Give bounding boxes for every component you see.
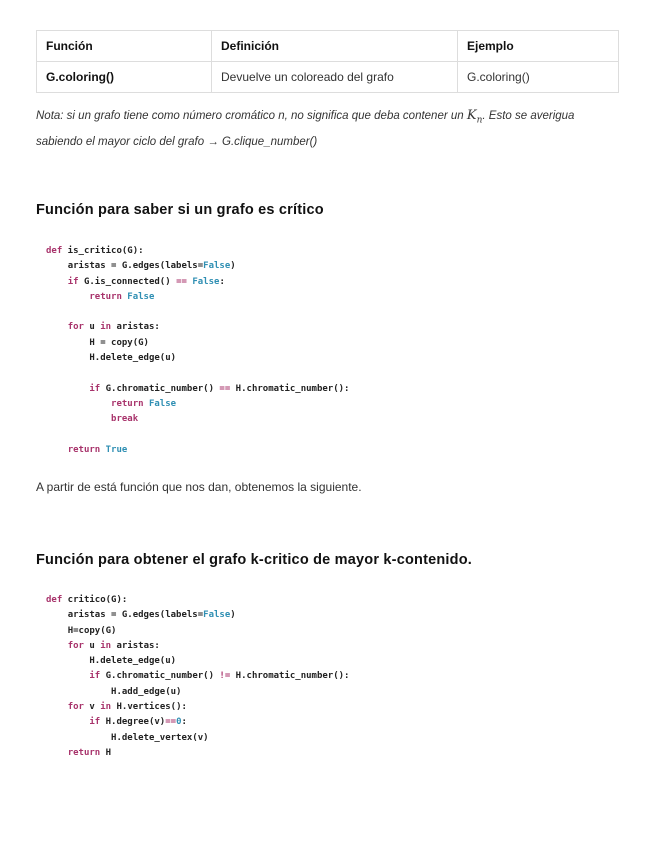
code-keyword: def (46, 595, 63, 605)
code-line (46, 351, 349, 366)
note-paragraph (36, 105, 619, 153)
code-keyword: == (219, 383, 231, 394)
code-text: H=copy(G) (67, 625, 117, 636)
code-keyword: def (46, 246, 63, 256)
code-text: H.chromatic_number(): (230, 671, 350, 682)
code-keyword: return (89, 291, 122, 302)
code-line (46, 397, 349, 412)
code-line (46, 366, 349, 381)
code-line (46, 746, 349, 761)
code-keyword: if (89, 671, 101, 682)
code-block-is-critico (36, 244, 349, 458)
code-text: H.delete_vertex(v) (111, 732, 209, 743)
code-text: v (83, 702, 101, 713)
code-line (46, 654, 349, 669)
code-keyword: if (89, 383, 101, 394)
code-line (46, 275, 349, 290)
table-header-row (37, 31, 619, 62)
code-text: G.is_connected() (78, 276, 177, 287)
code-constant: False (127, 291, 155, 302)
code-line (46, 244, 349, 259)
math-k-n: $K_n$ (466, 108, 483, 126)
code-text: G.chromatic_number() (100, 383, 220, 394)
code-block-critico (36, 593, 349, 761)
section-title-k-critico: Función para obtener el grafo k-critico de mayor k-contenido. (36, 552, 472, 568)
code-text: ) (230, 610, 236, 621)
code-constant: 0 (176, 717, 182, 728)
code-constant: False (192, 276, 220, 287)
code-constant: False (203, 261, 231, 272)
code-text: H.add_edge(u) (111, 686, 182, 697)
header-funcion: Función (37, 31, 212, 62)
code-constant: False (203, 610, 231, 621)
code-keyword: in (100, 640, 112, 651)
code-keyword: break (111, 414, 139, 425)
code-line (46, 624, 349, 639)
note-text-before: Nota: si un grafo tiene como número cromático n, no significa que deba contener un (36, 110, 467, 122)
code-line (46, 320, 349, 335)
code-line (46, 715, 349, 730)
code-text: aristas = G.edges(labels= (67, 610, 204, 621)
code-keyword: for (67, 702, 84, 713)
code-line (46, 382, 349, 397)
code-text: H.vertices(): (111, 702, 187, 713)
code-line (46, 443, 349, 458)
code-line (46, 412, 349, 427)
table-row (37, 62, 619, 93)
code-constant: False (148, 398, 177, 409)
code-constant: True (105, 444, 128, 455)
code-keyword: != (219, 671, 231, 682)
code-text: is_critico(G): (62, 246, 144, 256)
code-text: aristas: (111, 322, 160, 333)
header-definicion: Definición (212, 31, 458, 62)
code-keyword: return (111, 398, 144, 409)
code-line (46, 428, 349, 443)
code-text: H (100, 747, 112, 758)
code-text: H.delete_edge(u) (89, 656, 177, 667)
code-text: H.chromatic_number(): (230, 383, 350, 394)
cell-function: G.coloring() (37, 62, 212, 93)
code-keyword: return (67, 747, 101, 758)
code-keyword: in (100, 322, 112, 333)
code-keyword: return (67, 444, 101, 455)
code-keyword: if (89, 717, 101, 728)
cell-definition: Devuelve un coloreado del grafo (212, 62, 458, 93)
code-text: H.delete_edge(u) (89, 353, 177, 364)
document-page (36, 30, 619, 758)
code-line (46, 639, 349, 654)
code-keyword: for (67, 640, 84, 651)
code-text: aristas: (111, 640, 160, 651)
code-line (46, 290, 349, 305)
code-text: : (219, 276, 225, 287)
code-keyword: == (165, 717, 177, 728)
code-text: G.chromatic_number() (100, 671, 220, 682)
code-line (46, 608, 349, 623)
code-keyword: for (67, 322, 84, 333)
note-text-after: . Esto se averigua sabiendo el mayor ciclo del grafo → G.clique_number() (36, 110, 575, 148)
function-table (36, 30, 619, 93)
code-text: critico(G): (62, 595, 128, 605)
header-ejemplo: Ejemplo (458, 31, 619, 62)
code-text: ) (230, 261, 236, 272)
body-paragraph: A partir de está función que nos dan, obtenemos la siguiente. (36, 480, 362, 494)
code-keyword: == (176, 276, 187, 287)
code-text: H.degree(v) (100, 717, 166, 728)
code-line (46, 731, 349, 746)
code-line (46, 305, 349, 320)
cell-example: G.coloring() (458, 62, 619, 93)
code-keyword: in (100, 702, 112, 713)
code-text: H = copy(G) (89, 337, 149, 348)
code-line (46, 259, 349, 274)
code-line (46, 685, 349, 700)
code-text: : (181, 717, 187, 728)
code-line (46, 700, 349, 715)
code-line (46, 669, 349, 684)
code-text: u (83, 322, 101, 333)
section-title-critico: Función para saber si un grafo es crítico (36, 202, 324, 218)
code-line (46, 336, 349, 351)
code-keyword: if (67, 276, 79, 287)
code-line (46, 593, 349, 608)
code-text: aristas = G.edges(labels= (67, 261, 204, 272)
code-text: u (83, 640, 101, 651)
